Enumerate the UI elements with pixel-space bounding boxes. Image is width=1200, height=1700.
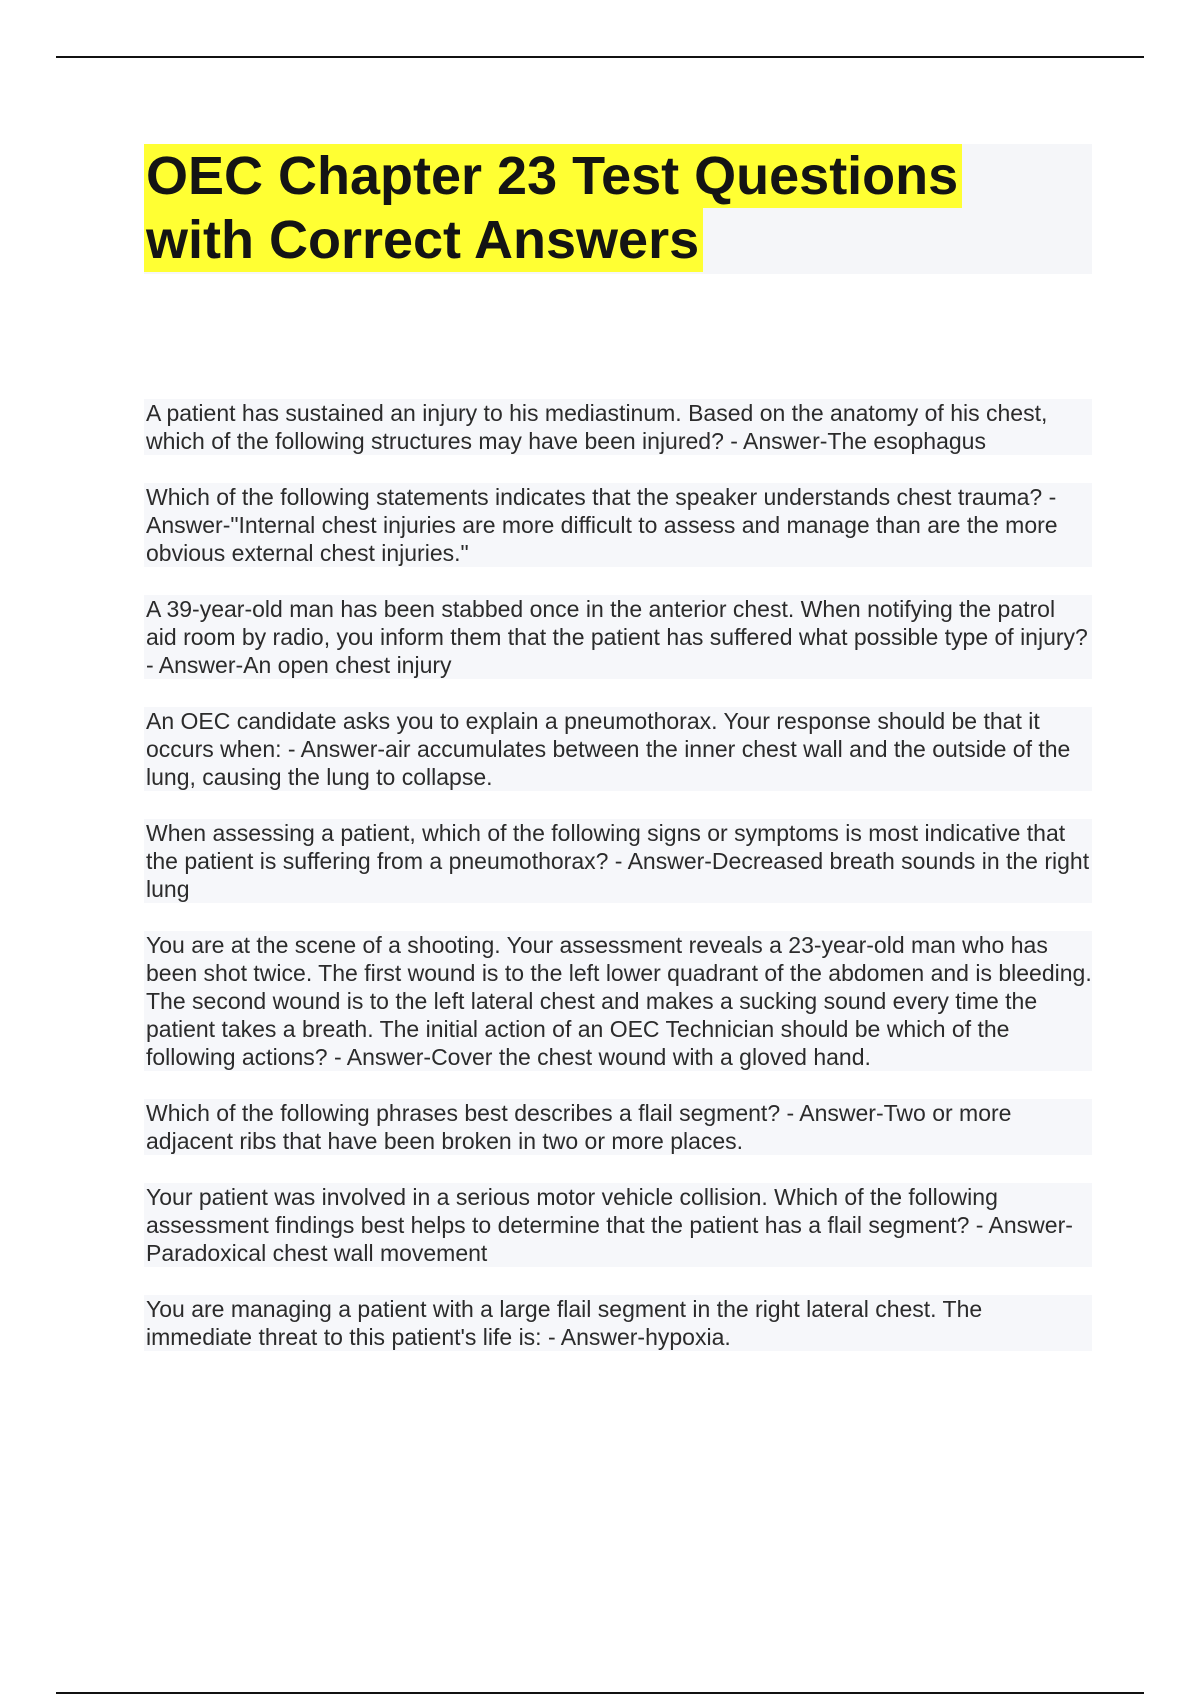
page-title: [144, 144, 1092, 272]
title-block: [144, 144, 1092, 274]
question-item-3: A 39-year-old man has been stabbed once in the anterior chest. When notifying the patrol aid room by radio, you inform them that the patient has suffered what possible type of injury? - Answer-An open chest injury: [144, 595, 1092, 679]
top-rule: [56, 56, 1144, 58]
title-line-1: OEC Chapter 23 Test Questions: [144, 144, 962, 208]
question-list: [144, 376, 1092, 1379]
question-item-4: An OEC candidate asks you to explain a pneumothorax. Your response should be that it occurs when: - Answer-air accumulates between the inner chest wall and the outside of the lung, causing the lung to collapse.: [144, 707, 1092, 791]
question-item-7: Which of the following phrases best describes a flail segment? - Answer-Two or more adjacent ribs that have been broken in two or more places.: [144, 1099, 1092, 1155]
question-item-6: You are at the scene of a shooting. Your assessment reveals a 23-year-old man who has been shot twice. The first wound is to the left lower quadrant of the abdomen and is bleeding. The second wound is to the left lateral chest and makes a sucking sound every time the patient takes a breath. The initial action of an OEC Technician should be which of the following actions? - Answer-Cover the chest wound with a gloved hand.: [146, 932, 1092, 1070]
title-line-2: with Correct Answers: [144, 208, 703, 272]
question-item-2: Which of the following statements indicates that the speaker understands chest trauma? - Answer-"Internal chest injuries are more difficult to assess and manage than are the more obvious external chest injuries.": [144, 483, 1092, 567]
question-item-9: You are managing a patient with a large flail segment in the right lateral chest. The immediate threat to this patient's life is: - Answer-hypoxia.: [144, 1295, 1092, 1351]
bottom-rule: [56, 1692, 1144, 1694]
question-item-5: When assessing a patient, which of the following signs or symptoms is most indicative that the patient is suffering from a pneumothorax? - Answer-Decreased breath sounds in the right lung: [144, 819, 1092, 903]
question-item-1: A patient has sustained an injury to his mediastinum. Based on the anatomy of his chest, which of the following structures may have been injured? - Answer-The esophagus: [144, 399, 1092, 455]
question-item-8: Your patient was involved in a serious motor vehicle collision. Which of the following assessment findings best helps to determine that the patient has a flail segment? - Answer-Paradoxical chest wall movement: [144, 1183, 1092, 1267]
